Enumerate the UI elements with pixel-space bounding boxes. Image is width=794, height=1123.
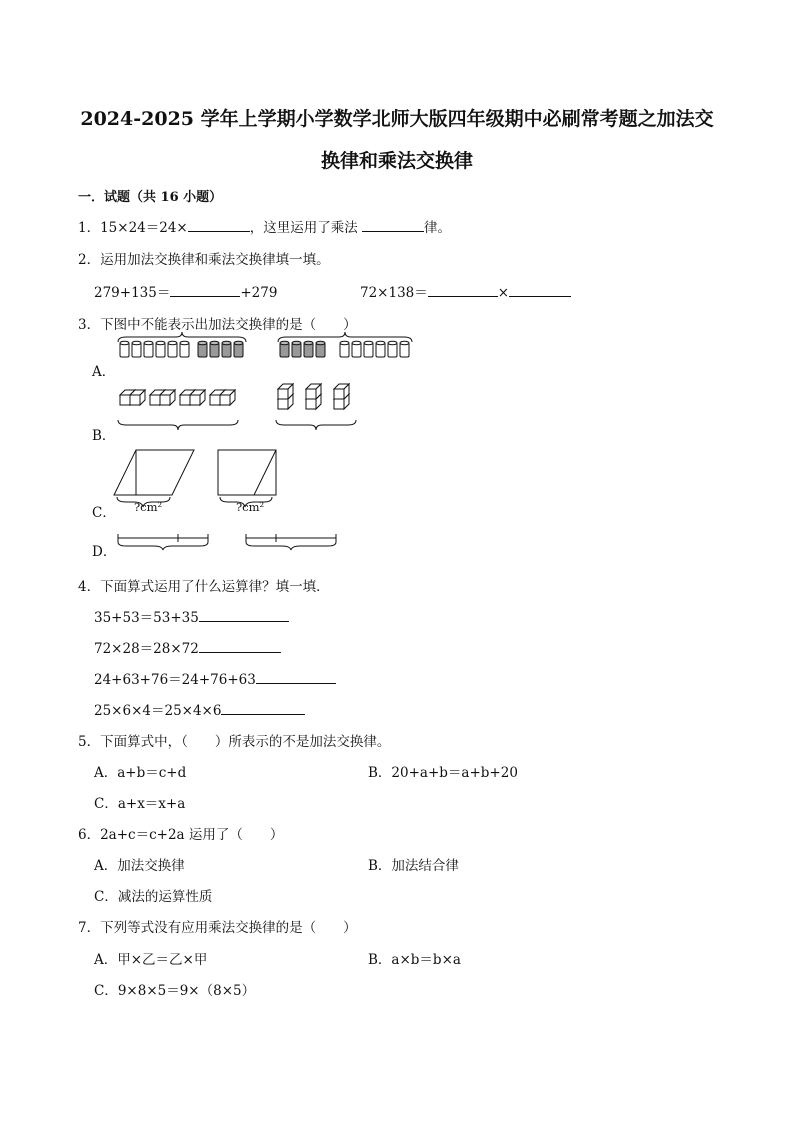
q6-option-a[interactable]: A．加法交换律 bbox=[94, 858, 185, 874]
cube-face bbox=[120, 395, 130, 405]
q5-option-c[interactable]: C．a+x＝x+a bbox=[94, 796, 186, 812]
question-2-stem: 2．运用加法交换律和乘法交换律填一填。 bbox=[78, 252, 330, 268]
cylinder-top bbox=[180, 341, 189, 345]
q6-option-c[interactable]: C．减法的运算性质 bbox=[94, 889, 213, 905]
q7-option-c[interactable]: C．9×8×5＝9×（8×5） bbox=[94, 983, 256, 999]
cube-face bbox=[220, 395, 230, 405]
q4-line-3 bbox=[94, 668, 336, 688]
q6-option-b[interactable]: B．加法结合律 bbox=[368, 858, 459, 874]
question-1 bbox=[78, 216, 451, 236]
q3-option-b-figure bbox=[114, 378, 374, 438]
cylinder-top bbox=[168, 341, 177, 345]
cube-face bbox=[334, 389, 344, 399]
q3-c-area-label-1: ?cm² bbox=[134, 500, 163, 514]
cylinder-top bbox=[388, 341, 397, 345]
q2-a-blank[interactable] bbox=[170, 284, 240, 297]
cylinder-top bbox=[316, 341, 325, 345]
brace bbox=[118, 420, 238, 430]
cube-face bbox=[306, 389, 316, 399]
q3-option-d-label[interactable]: D． bbox=[92, 544, 117, 560]
q1-text-right: 律。 bbox=[424, 220, 452, 236]
doc-title-line2: 换律和乘法交换律 bbox=[320, 150, 473, 172]
cylinder-top bbox=[198, 341, 207, 345]
cylinder-top bbox=[222, 341, 231, 345]
q4-expr-2: 72×28＝28×72 bbox=[94, 641, 199, 657]
doc-title-line1: 2024-2025 学年上学期小学数学北师大版四年级期中必刷常考题之加法交 bbox=[80, 108, 714, 130]
cylinder-top bbox=[292, 341, 301, 345]
q4-expr-4: 25×6×4＝25×4×6 bbox=[94, 703, 222, 719]
cube-face bbox=[150, 395, 160, 405]
q4-line-2 bbox=[94, 637, 281, 657]
section-heading: 一．试题（共 16 小题） bbox=[78, 190, 223, 205]
cylinder-top bbox=[400, 341, 409, 345]
cylinder-top bbox=[280, 341, 289, 345]
q1-blank-2[interactable] bbox=[362, 219, 424, 232]
q3-option-a-label[interactable]: A． bbox=[92, 364, 116, 380]
q3-option-b-label[interactable]: B． bbox=[92, 428, 116, 444]
q3-option-a-figure bbox=[114, 338, 424, 368]
cylinder-top bbox=[120, 341, 129, 345]
cylinder-top bbox=[376, 341, 385, 345]
q1-blank-1[interactable] bbox=[188, 219, 250, 232]
cylinder-top bbox=[340, 341, 349, 345]
cube-face bbox=[130, 395, 140, 405]
q4-blank-3[interactable] bbox=[256, 671, 336, 684]
cube-face bbox=[210, 395, 220, 405]
q5-option-a[interactable]: A．a+b＝c+d bbox=[94, 765, 187, 781]
q2-b-mid: × bbox=[497, 285, 510, 301]
q2-b-left: 72×138＝ bbox=[360, 285, 428, 301]
cylinder-top bbox=[144, 341, 153, 345]
question-7-stem: 7．下列等式没有应用乘法交换律的是（ ） bbox=[78, 920, 357, 936]
cube-groups bbox=[118, 384, 356, 430]
cylinder-group-2 bbox=[278, 332, 412, 357]
cube-face bbox=[334, 399, 344, 409]
cylinder-top bbox=[352, 341, 361, 345]
q4-blank-1[interactable] bbox=[199, 609, 289, 622]
question-4-stem: 4．下面算式运用了什么运算律？填一填． bbox=[78, 579, 330, 595]
q3-c-area-label-2: ?cm² bbox=[236, 500, 265, 514]
brace bbox=[278, 332, 412, 342]
cylinder-top bbox=[304, 341, 313, 345]
q4-blank-2[interactable] bbox=[199, 640, 281, 653]
q3-option-c-figure bbox=[114, 445, 314, 505]
cube-face bbox=[160, 395, 170, 405]
question-6-stem: 6．2a+c＝c+2a 运用了（ ） bbox=[78, 827, 284, 843]
q7-option-a[interactable]: A．甲×乙＝乙×甲 bbox=[94, 952, 208, 968]
cube-face bbox=[180, 395, 190, 405]
cylinder-top bbox=[132, 341, 141, 345]
q3-option-c-label[interactable]: C． bbox=[92, 505, 116, 521]
q1-text-left: 1．15×24＝24× bbox=[78, 220, 188, 236]
cube-face bbox=[190, 395, 200, 405]
q1-text-mid: ，这里运用了乘法 bbox=[249, 220, 358, 236]
question-5-stem: 5．下面算式中，（ ）所表示的不是加法交换律。 bbox=[78, 734, 391, 750]
cube-face bbox=[278, 389, 288, 399]
cylinder-top bbox=[234, 341, 243, 345]
q4-blank-4[interactable] bbox=[221, 702, 305, 715]
q2-line-b bbox=[360, 281, 571, 301]
q4-line-4 bbox=[94, 699, 305, 719]
q5-option-b[interactable]: B．20+a+b＝a+b+20 bbox=[368, 765, 518, 781]
q2-a-left: 279+135＝ bbox=[94, 285, 171, 301]
cylinder-top bbox=[364, 341, 373, 345]
q2-line-a bbox=[94, 281, 277, 301]
cube-face bbox=[278, 399, 288, 409]
q4-expr-1: 35+53＝53+35 bbox=[94, 610, 199, 626]
brace bbox=[276, 420, 356, 430]
cylinder-group-1 bbox=[118, 332, 246, 357]
q3-option-d-figure bbox=[114, 528, 354, 558]
cube-face bbox=[306, 399, 316, 409]
q2-a-right: +279 bbox=[240, 285, 278, 301]
cylinder-top bbox=[210, 341, 219, 345]
cylinder-top bbox=[156, 341, 165, 345]
q2-b-blank-2[interactable] bbox=[509, 284, 571, 297]
q4-expr-3: 24+63+76＝24+76+63 bbox=[94, 672, 256, 688]
question-3-stem: 3．下图中不能表示出加法交换律的是（ ） bbox=[78, 317, 357, 333]
q4-line-1 bbox=[94, 606, 289, 626]
q2-b-blank-1[interactable] bbox=[428, 284, 498, 297]
brace bbox=[118, 332, 246, 342]
q7-option-b[interactable]: B．a×b＝b×a bbox=[368, 952, 461, 968]
